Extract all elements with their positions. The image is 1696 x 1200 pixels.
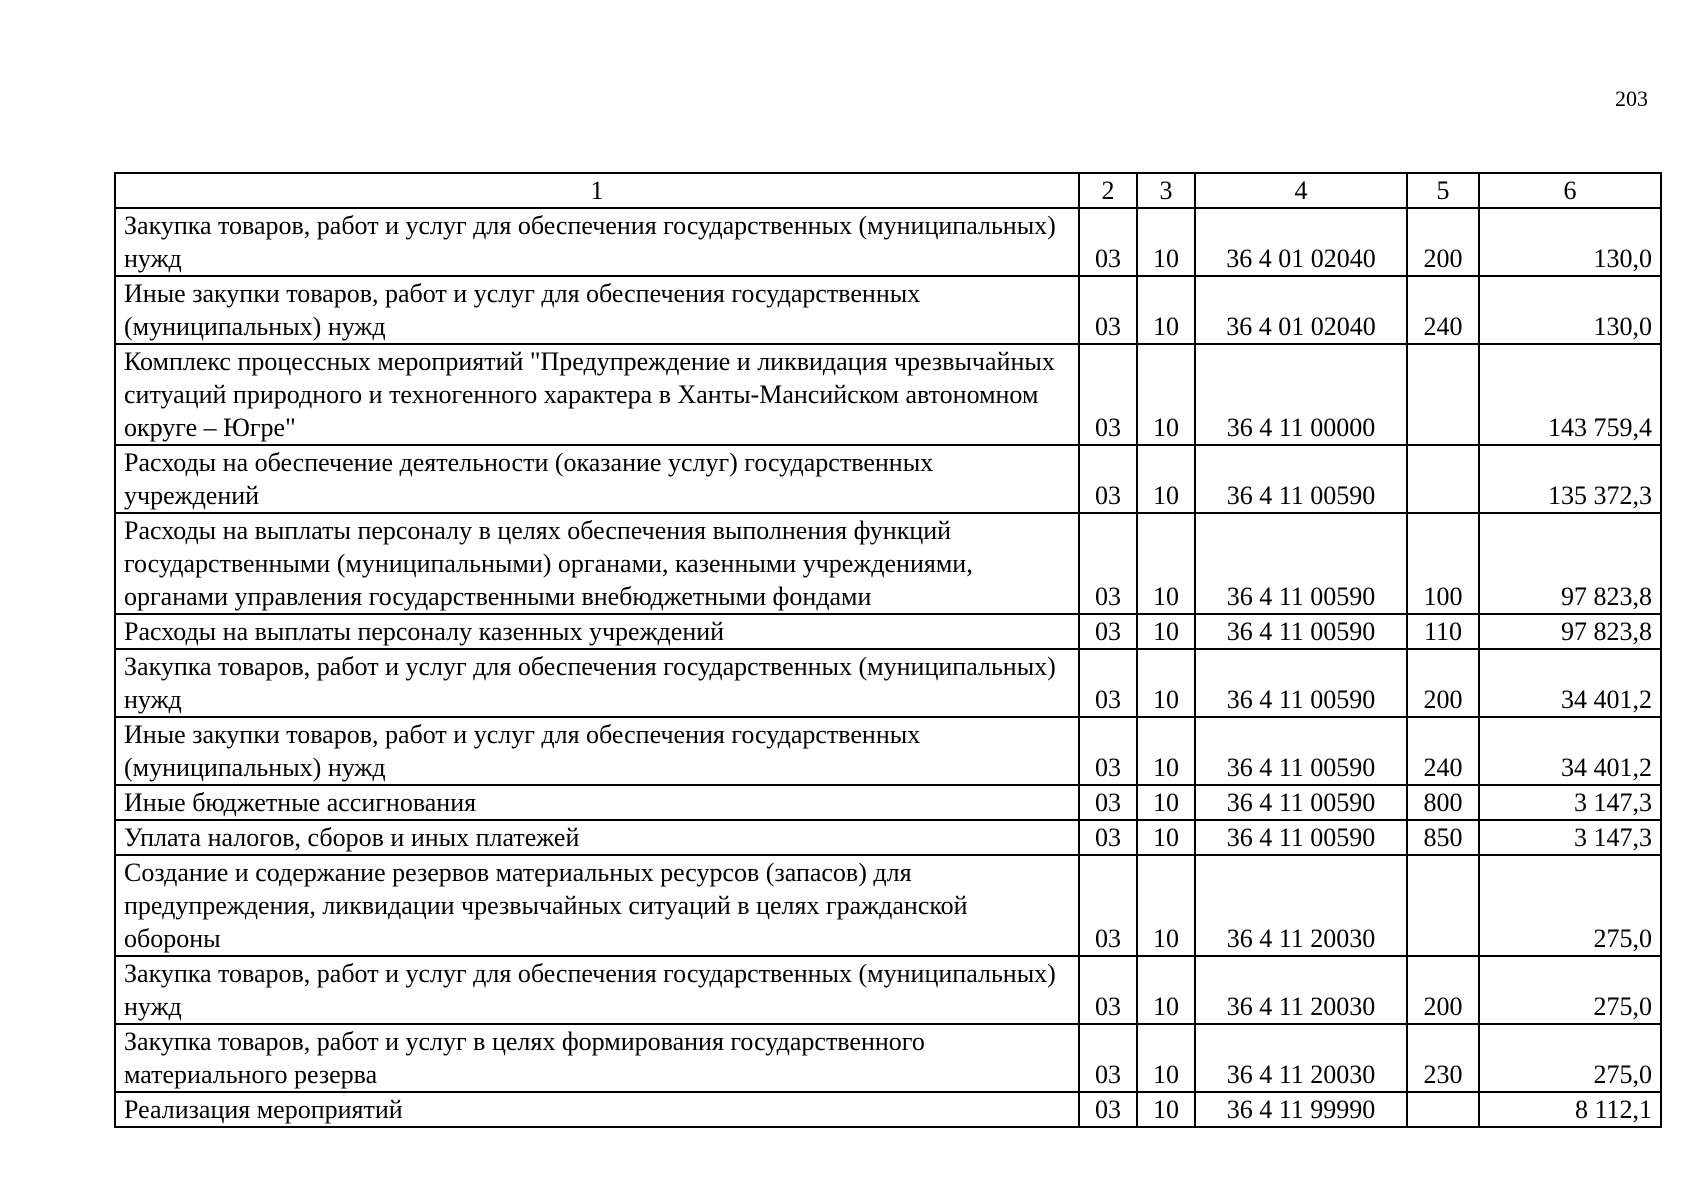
row-name: Закупка товаров, работ и услуг в целях формирования государственного материального резерва <box>115 1024 1079 1092</box>
row-amount: 275,0 <box>1479 956 1661 1024</box>
row-target-article: 36 4 11 20030 <box>1195 956 1407 1024</box>
row-target-article: 36 4 11 00590 <box>1195 785 1407 820</box>
row-target-article: 36 4 01 02040 <box>1195 276 1407 344</box>
row-section: 03 <box>1079 513 1137 614</box>
table-row <box>115 614 1661 649</box>
header-col-1: 1 <box>115 173 1079 208</box>
row-section: 03 <box>1079 208 1137 276</box>
row-subsection: 10 <box>1137 717 1195 785</box>
row-amount: 275,0 <box>1479 855 1661 956</box>
row-amount: 8 112,1 <box>1479 1092 1661 1127</box>
table-row <box>115 785 1661 820</box>
row-target-article: 36 4 11 20030 <box>1195 855 1407 956</box>
table-row <box>115 956 1661 1024</box>
row-subsection: 10 <box>1137 649 1195 717</box>
row-expense-type: 200 <box>1407 649 1479 717</box>
table-row <box>115 445 1661 513</box>
row-subsection: 10 <box>1137 208 1195 276</box>
row-target-article: 36 4 11 00590 <box>1195 820 1407 855</box>
row-amount: 130,0 <box>1479 208 1661 276</box>
row-amount: 97 823,8 <box>1479 614 1661 649</box>
row-section: 03 <box>1079 820 1137 855</box>
row-name: Уплата налогов, сборов и иных платежей <box>115 820 1079 855</box>
row-target-article: 36 4 11 00590 <box>1195 717 1407 785</box>
header-col-6: 6 <box>1479 173 1661 208</box>
row-subsection: 10 <box>1137 445 1195 513</box>
row-section: 03 <box>1079 785 1137 820</box>
row-name: Закупка товаров, работ и услуг для обеспечения государственных (муниципальных) нужд <box>115 649 1079 717</box>
row-expense-type <box>1407 445 1479 513</box>
row-expense-type <box>1407 344 1479 445</box>
row-name: Иные бюджетные ассигнования <box>115 785 1079 820</box>
row-section: 03 <box>1079 276 1137 344</box>
row-target-article: 36 4 01 02040 <box>1195 208 1407 276</box>
row-name: Закупка товаров, работ и услуг для обеспечения государственных (муниципальных) нужд <box>115 956 1079 1024</box>
row-name: Реализация мероприятий <box>115 1092 1079 1127</box>
row-expense-type: 240 <box>1407 276 1479 344</box>
row-amount: 130,0 <box>1479 276 1661 344</box>
row-subsection: 10 <box>1137 1024 1195 1092</box>
row-subsection: 10 <box>1137 785 1195 820</box>
row-section: 03 <box>1079 649 1137 717</box>
row-amount: 275,0 <box>1479 1024 1661 1092</box>
row-section: 03 <box>1079 614 1137 649</box>
row-section: 03 <box>1079 717 1137 785</box>
row-section: 03 <box>1079 1092 1137 1127</box>
table-row <box>115 208 1661 276</box>
budget-table <box>114 172 1662 1128</box>
row-section: 03 <box>1079 855 1137 956</box>
row-expense-type: 200 <box>1407 956 1479 1024</box>
row-amount: 135 372,3 <box>1479 445 1661 513</box>
table-row <box>115 1024 1661 1092</box>
row-section: 03 <box>1079 344 1137 445</box>
row-section: 03 <box>1079 956 1137 1024</box>
row-subsection: 10 <box>1137 855 1195 956</box>
row-name: Иные закупки товаров, работ и услуг для обеспечения государственных (муниципальных) нужд <box>115 276 1079 344</box>
row-expense-type: 240 <box>1407 717 1479 785</box>
row-expense-type: 200 <box>1407 208 1479 276</box>
header-col-4: 4 <box>1195 173 1407 208</box>
row-name: Закупка товаров, работ и услуг для обеспечения государственных (муниципальных) нужд <box>115 208 1079 276</box>
row-target-article: 36 4 11 00590 <box>1195 614 1407 649</box>
table-row <box>115 820 1661 855</box>
header-col-2: 2 <box>1079 173 1137 208</box>
row-target-article: 36 4 11 00590 <box>1195 649 1407 717</box>
row-amount: 143 759,4 <box>1479 344 1661 445</box>
table-row <box>115 513 1661 614</box>
row-subsection: 10 <box>1137 276 1195 344</box>
table-row <box>115 344 1661 445</box>
page-number: 203 <box>1615 86 1648 111</box>
row-amount: 34 401,2 <box>1479 649 1661 717</box>
table-header <box>115 173 1661 208</box>
header-col-5: 5 <box>1407 173 1479 208</box>
row-target-article: 36 4 11 99990 <box>1195 1092 1407 1127</box>
row-amount: 97 823,8 <box>1479 513 1661 614</box>
table-body <box>115 208 1661 1127</box>
row-subsection: 10 <box>1137 1092 1195 1127</box>
row-expense-type <box>1407 1092 1479 1127</box>
row-expense-type: 230 <box>1407 1024 1479 1092</box>
row-section: 03 <box>1079 1024 1137 1092</box>
row-amount: 3 147,3 <box>1479 785 1661 820</box>
row-name: Иные закупки товаров, работ и услуг для обеспечения государственных (муниципальных) нужд <box>115 717 1079 785</box>
header-row <box>115 173 1661 208</box>
row-amount: 3 147,3 <box>1479 820 1661 855</box>
row-subsection: 10 <box>1137 820 1195 855</box>
row-expense-type <box>1407 855 1479 956</box>
table-row <box>115 276 1661 344</box>
row-expense-type: 850 <box>1407 820 1479 855</box>
row-amount: 34 401,2 <box>1479 717 1661 785</box>
row-name: Создание и содержание резервов материальных ресурсов (запасов) для предупреждения, ликвидации чрезвычайных ситуаций в целях гражданской обороны <box>115 855 1079 956</box>
row-target-article: 36 4 11 00590 <box>1195 445 1407 513</box>
row-target-article: 36 4 11 00590 <box>1195 513 1407 614</box>
row-expense-type: 110 <box>1407 614 1479 649</box>
row-subsection: 10 <box>1137 956 1195 1024</box>
row-subsection: 10 <box>1137 344 1195 445</box>
row-target-article: 36 4 11 20030 <box>1195 1024 1407 1092</box>
table-row <box>115 649 1661 717</box>
row-section: 03 <box>1079 445 1137 513</box>
row-name: Расходы на обеспечение деятельности (оказание услуг) государственных учреждений <box>115 445 1079 513</box>
row-name: Расходы на выплаты персоналу в целях обеспечения выполнения функций государственными (муниципальными) органами, казенными учреждениями, органами управления государственными внебюджетными фондами <box>115 513 1079 614</box>
table-row <box>115 1092 1661 1127</box>
row-expense-type: 800 <box>1407 785 1479 820</box>
row-name: Комплекс процессных мероприятий "Предупреждение и ликвидация чрезвычайных ситуаций природного и техногенного характера в Ханты-Мансийском автономном округе – Югре" <box>115 344 1079 445</box>
table-row <box>115 717 1661 785</box>
row-subsection: 10 <box>1137 614 1195 649</box>
row-subsection: 10 <box>1137 513 1195 614</box>
row-target-article: 36 4 11 00000 <box>1195 344 1407 445</box>
row-expense-type: 100 <box>1407 513 1479 614</box>
table-row <box>115 855 1661 956</box>
header-col-3: 3 <box>1137 173 1195 208</box>
row-name: Расходы на выплаты персоналу казенных учреждений <box>115 614 1079 649</box>
